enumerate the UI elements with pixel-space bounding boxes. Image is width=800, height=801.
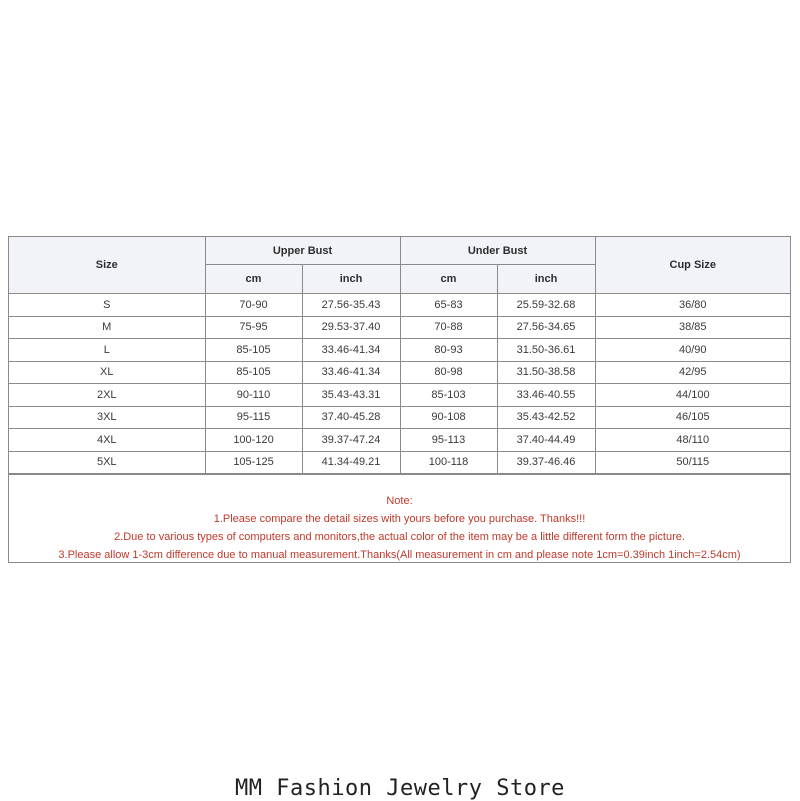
table-row xyxy=(9,406,790,429)
cell-upper-inch: 39.37-47.24 xyxy=(302,429,400,452)
table-row xyxy=(9,451,790,474)
cell-cup: 46/105 xyxy=(595,406,790,429)
size-table xyxy=(9,237,790,474)
note-line-1: 1.Please compare the detail sizes with yours before you purchase. Thanks!!! xyxy=(213,513,586,525)
cell-under-inch: 25.59-32.68 xyxy=(497,294,595,317)
header-under-cm: cm xyxy=(400,265,497,294)
cell-cup: 38/85 xyxy=(595,316,790,339)
cell-upper-inch: 29.53-37.40 xyxy=(302,316,400,339)
cell-size: M xyxy=(9,316,205,339)
header-under-bust: Under Bust xyxy=(400,237,595,265)
note-line-3: 3.Please allow 1-3cm difference due to manual measurement.Thanks(All measurement in cm and please note 1cm=0.39inch 1inch=2.54cm) xyxy=(58,549,741,561)
header-upper-cm: cm xyxy=(205,265,302,294)
cell-under-inch: 33.46-40.55 xyxy=(497,384,595,407)
cell-under-inch: 37.40-44.49 xyxy=(497,429,595,452)
cell-under-inch: 39.37-46.46 xyxy=(497,451,595,474)
cell-size: 3XL xyxy=(9,406,205,429)
cell-upper-inch: 33.46-41.34 xyxy=(302,339,400,362)
cell-size: L xyxy=(9,339,205,362)
size-chart xyxy=(8,236,791,563)
table-row xyxy=(9,316,790,339)
cell-under-inch: 31.50-36.61 xyxy=(497,339,595,362)
cell-size: S xyxy=(9,294,205,317)
header-size: Size xyxy=(9,237,205,294)
cell-under-cm: 70-88 xyxy=(400,316,497,339)
cell-upper-cm: 95-115 xyxy=(205,406,302,429)
cell-upper-cm: 70-90 xyxy=(205,294,302,317)
header-cup-size: Cup Size xyxy=(595,237,790,294)
cell-cup: 42/95 xyxy=(595,361,790,384)
cell-under-cm: 80-98 xyxy=(400,361,497,384)
cell-cup: 48/110 xyxy=(595,429,790,452)
table-row xyxy=(9,384,790,407)
cell-under-cm: 80-93 xyxy=(400,339,497,362)
cell-under-cm: 65-83 xyxy=(400,294,497,317)
cell-cup: 44/100 xyxy=(595,384,790,407)
cell-upper-inch: 33.46-41.34 xyxy=(302,361,400,384)
cell-upper-cm: 75-95 xyxy=(205,316,302,339)
table-body xyxy=(9,294,790,474)
cell-under-cm: 90-108 xyxy=(400,406,497,429)
note-line-2: 2.Due to various types of computers and monitors,the actual color of the item may be a little different form the picture. xyxy=(114,531,685,543)
cell-size: XL xyxy=(9,361,205,384)
cell-size: 4XL xyxy=(9,429,205,452)
header-upper-inch: inch xyxy=(302,265,400,294)
cell-cup: 50/115 xyxy=(595,451,790,474)
cell-upper-inch: 35.43-43.31 xyxy=(302,384,400,407)
cell-under-cm: 95-113 xyxy=(400,429,497,452)
header-upper-bust: Upper Bust xyxy=(205,237,400,265)
note-title: Note: xyxy=(386,495,413,507)
header-under-inch: inch xyxy=(497,265,595,294)
cell-upper-cm: 100-120 xyxy=(205,429,302,452)
cell-under-cm: 100-118 xyxy=(400,451,497,474)
cell-cup: 36/80 xyxy=(595,294,790,317)
cell-upper-inch: 27.56-35.43 xyxy=(302,294,400,317)
cell-upper-cm: 85-105 xyxy=(205,361,302,384)
cell-upper-cm: 85-105 xyxy=(205,339,302,362)
cell-size: 5XL xyxy=(9,451,205,474)
cell-under-cm: 85-103 xyxy=(400,384,497,407)
cell-under-inch: 35.43-42.52 xyxy=(497,406,595,429)
cell-upper-cm: 105-125 xyxy=(205,451,302,474)
notes-section xyxy=(9,474,790,564)
table-row xyxy=(9,294,790,317)
table-row xyxy=(9,339,790,362)
table-row xyxy=(9,361,790,384)
store-name: MM Fashion Jewelry Store xyxy=(235,776,565,801)
cell-size: 2XL xyxy=(9,384,205,407)
cell-cup: 40/90 xyxy=(595,339,790,362)
cell-upper-inch: 37.40-45.28 xyxy=(302,406,400,429)
table-row xyxy=(9,429,790,452)
cell-under-inch: 31.50-38.58 xyxy=(497,361,595,384)
cell-upper-inch: 41.34-49.21 xyxy=(302,451,400,474)
cell-under-inch: 27.56-34.65 xyxy=(497,316,595,339)
cell-upper-cm: 90-110 xyxy=(205,384,302,407)
